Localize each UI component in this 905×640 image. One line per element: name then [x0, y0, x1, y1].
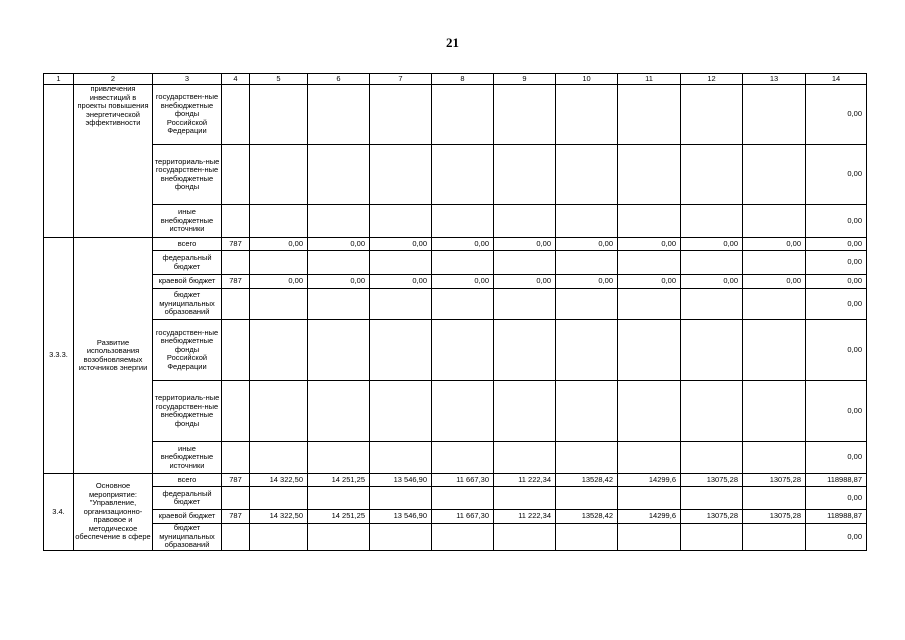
column-header: 10: [556, 74, 618, 85]
funding-source: федеральный бюджет: [153, 251, 222, 275]
value-cell: 14 251,25: [308, 510, 370, 524]
item-name: Основное мероприятие: "Управление, организационно-правовое и методическое обеспечение в сфере: [74, 474, 153, 551]
total-cell: 0,00: [806, 85, 867, 145]
value-cell: [618, 320, 681, 381]
value-cell: [222, 205, 250, 238]
value-cell: 0,00: [556, 238, 618, 251]
value-cell: 13 546,90: [370, 510, 432, 524]
value-cell: [250, 289, 308, 320]
value-cell: 13075,28: [681, 510, 743, 524]
value-cell: 13528,42: [556, 510, 618, 524]
value-cell: [250, 524, 308, 551]
value-cell: 0,00: [308, 238, 370, 251]
funding-source: государствен-ные внебюджетные фонды Российской Федерации: [153, 320, 222, 381]
column-header: 3: [153, 74, 222, 85]
value-cell: 787: [222, 510, 250, 524]
value-cell: 0,00: [681, 275, 743, 289]
value-cell: [222, 381, 250, 442]
header-row: [44, 74, 867, 85]
funding-source: иные внебюджетные источники: [153, 442, 222, 474]
value-cell: 14 322,50: [250, 510, 308, 524]
value-cell: [222, 442, 250, 474]
value-cell: [618, 381, 681, 442]
value-cell: 13075,28: [743, 474, 806, 487]
value-cell: [618, 524, 681, 551]
table-row: [44, 275, 867, 289]
value-cell: [432, 85, 494, 145]
value-cell: 0,00: [743, 275, 806, 289]
value-cell: [494, 524, 556, 551]
funding-source: краевой бюджет: [153, 275, 222, 289]
table-row: [44, 381, 867, 442]
value-cell: [222, 320, 250, 381]
value-cell: [681, 524, 743, 551]
value-cell: [370, 251, 432, 275]
value-cell: [432, 381, 494, 442]
column-header: 7: [370, 74, 432, 85]
funding-source: территориаль-ные государствен-ные внебюджетные фонды: [153, 381, 222, 442]
table-row: [44, 442, 867, 474]
value-cell: [743, 524, 806, 551]
value-cell: [432, 442, 494, 474]
column-header: 11: [618, 74, 681, 85]
value-cell: [681, 320, 743, 381]
column-header: 5: [250, 74, 308, 85]
value-cell: [222, 487, 250, 510]
value-cell: [250, 381, 308, 442]
total-cell: 0,00: [806, 275, 867, 289]
value-cell: [681, 381, 743, 442]
total-cell: 118988,87: [806, 474, 867, 487]
value-cell: [681, 145, 743, 205]
total-cell: 0,00: [806, 145, 867, 205]
value-cell: [308, 487, 370, 510]
value-cell: [432, 289, 494, 320]
value-cell: 0,00: [618, 275, 681, 289]
funding-source: бюджет муниципальных образований: [153, 289, 222, 320]
value-cell: [222, 289, 250, 320]
value-cell: [556, 487, 618, 510]
value-cell: [681, 442, 743, 474]
total-cell: 0,00: [806, 487, 867, 510]
value-cell: [556, 251, 618, 275]
funding-source: государствен-ные внебюджетные фонды Российской Федерации: [153, 85, 222, 145]
funding-source: территориаль-ные государствен-ные внебюджетные фонды: [153, 145, 222, 205]
item-code: 3.4.: [44, 474, 74, 551]
value-cell: [494, 85, 556, 145]
value-cell: 14 322,50: [250, 474, 308, 487]
total-cell: 0,00: [806, 524, 867, 551]
total-cell: 0,00: [806, 381, 867, 442]
table-row: [44, 524, 867, 551]
column-header: 13: [743, 74, 806, 85]
value-cell: [370, 289, 432, 320]
value-cell: [308, 320, 370, 381]
funding-source: федеральный бюджет: [153, 487, 222, 510]
value-cell: [308, 145, 370, 205]
value-cell: [681, 251, 743, 275]
value-cell: [556, 320, 618, 381]
value-cell: [494, 381, 556, 442]
value-cell: 787: [222, 275, 250, 289]
value-cell: [681, 289, 743, 320]
value-cell: [370, 205, 432, 238]
value-cell: [743, 145, 806, 205]
value-cell: [618, 487, 681, 510]
value-cell: [494, 487, 556, 510]
total-cell: 0,00: [806, 442, 867, 474]
table-row: [44, 487, 867, 510]
value-cell: [250, 251, 308, 275]
value-cell: 0,00: [556, 275, 618, 289]
value-cell: [743, 442, 806, 474]
value-cell: [308, 289, 370, 320]
value-cell: [308, 442, 370, 474]
value-cell: 0,00: [681, 238, 743, 251]
value-cell: [432, 487, 494, 510]
value-cell: [494, 289, 556, 320]
value-cell: [308, 205, 370, 238]
value-cell: [250, 145, 308, 205]
table-row: [44, 238, 867, 251]
value-cell: [618, 251, 681, 275]
value-cell: [432, 524, 494, 551]
value-cell: [308, 524, 370, 551]
value-cell: 14299,6: [618, 474, 681, 487]
value-cell: [743, 381, 806, 442]
value-cell: [494, 205, 556, 238]
value-cell: [556, 205, 618, 238]
total-cell: 0,00: [806, 251, 867, 275]
value-cell: 11 222,34: [494, 510, 556, 524]
table-row: [44, 510, 867, 524]
value-cell: [743, 251, 806, 275]
value-cell: [556, 524, 618, 551]
value-cell: [743, 289, 806, 320]
value-cell: [222, 85, 250, 145]
table-row: [44, 289, 867, 320]
value-cell: 14299,6: [618, 510, 681, 524]
value-cell: [308, 85, 370, 145]
value-cell: [370, 145, 432, 205]
item-code: 3.3.3.: [44, 238, 74, 474]
total-cell: 118988,87: [806, 510, 867, 524]
column-header: 4: [222, 74, 250, 85]
value-cell: 0,00: [743, 238, 806, 251]
column-header: 6: [308, 74, 370, 85]
value-cell: [743, 85, 806, 145]
value-cell: [250, 85, 308, 145]
funding-source: бюджет муниципальных образований: [153, 524, 222, 551]
table-row: [44, 205, 867, 238]
value-cell: [681, 85, 743, 145]
column-header: 9: [494, 74, 556, 85]
item-code: [44, 85, 74, 238]
table-row: [44, 474, 867, 487]
value-cell: 0,00: [432, 275, 494, 289]
table-row: [44, 85, 867, 145]
column-header: 12: [681, 74, 743, 85]
value-cell: 13075,28: [681, 474, 743, 487]
value-cell: 0,00: [250, 275, 308, 289]
column-header: 1: [44, 74, 74, 85]
value-cell: 0,00: [370, 275, 432, 289]
value-cell: 11 222,34: [494, 474, 556, 487]
value-cell: [370, 524, 432, 551]
value-cell: [250, 320, 308, 381]
value-cell: 0,00: [494, 275, 556, 289]
value-cell: [432, 251, 494, 275]
total-cell: 0,00: [806, 205, 867, 238]
value-cell: [618, 85, 681, 145]
page-number: 21: [446, 35, 459, 50]
value-cell: 0,00: [432, 238, 494, 251]
value-cell: [250, 442, 308, 474]
value-cell: [556, 145, 618, 205]
value-cell: 0,00: [308, 275, 370, 289]
value-cell: 0,00: [370, 238, 432, 251]
item-name: Развитие использования возобновляемых источников энергии: [74, 238, 153, 474]
item-name: привлечения инвестиций в проекты повышения энергетической эффективности: [74, 85, 153, 238]
value-cell: [556, 442, 618, 474]
funding-source: краевой бюджет: [153, 510, 222, 524]
value-cell: [556, 85, 618, 145]
value-cell: [222, 524, 250, 551]
value-cell: [618, 205, 681, 238]
value-cell: [743, 487, 806, 510]
value-cell: 787: [222, 238, 250, 251]
funding-source: иные внебюджетные источники: [153, 205, 222, 238]
value-cell: 0,00: [618, 238, 681, 251]
table-row: [44, 320, 867, 381]
value-cell: 0,00: [250, 238, 308, 251]
value-cell: [618, 289, 681, 320]
funding-source: всего: [153, 474, 222, 487]
value-cell: [222, 251, 250, 275]
value-cell: 787: [222, 474, 250, 487]
value-cell: 14 251,25: [308, 474, 370, 487]
value-cell: [743, 320, 806, 381]
column-header: 2: [74, 74, 153, 85]
value-cell: [370, 487, 432, 510]
total-cell: 0,00: [806, 320, 867, 381]
budget-table: [43, 73, 867, 551]
value-cell: [370, 442, 432, 474]
total-cell: 0,00: [806, 238, 867, 251]
value-cell: [308, 381, 370, 442]
value-cell: [494, 145, 556, 205]
value-cell: [432, 145, 494, 205]
value-cell: [308, 251, 370, 275]
value-cell: [494, 251, 556, 275]
value-cell: [743, 205, 806, 238]
value-cell: [250, 205, 308, 238]
table-row: [44, 145, 867, 205]
value-cell: [222, 145, 250, 205]
value-cell: [556, 381, 618, 442]
value-cell: [432, 205, 494, 238]
value-cell: [250, 487, 308, 510]
value-cell: [494, 320, 556, 381]
total-cell: 0,00: [806, 289, 867, 320]
value-cell: [618, 145, 681, 205]
value-cell: 13528,42: [556, 474, 618, 487]
column-header: 14: [806, 74, 867, 85]
value-cell: 13 546,90: [370, 474, 432, 487]
value-cell: 11 667,30: [432, 474, 494, 487]
funding-source: всего: [153, 238, 222, 251]
value-cell: [494, 442, 556, 474]
value-cell: [432, 320, 494, 381]
value-cell: [556, 289, 618, 320]
value-cell: [370, 320, 432, 381]
value-cell: [370, 381, 432, 442]
value-cell: 13075,28: [743, 510, 806, 524]
value-cell: [681, 487, 743, 510]
value-cell: 11 667,30: [432, 510, 494, 524]
value-cell: [370, 85, 432, 145]
value-cell: 0,00: [494, 238, 556, 251]
value-cell: [618, 442, 681, 474]
column-header: 8: [432, 74, 494, 85]
value-cell: [681, 205, 743, 238]
table-row: [44, 251, 867, 275]
